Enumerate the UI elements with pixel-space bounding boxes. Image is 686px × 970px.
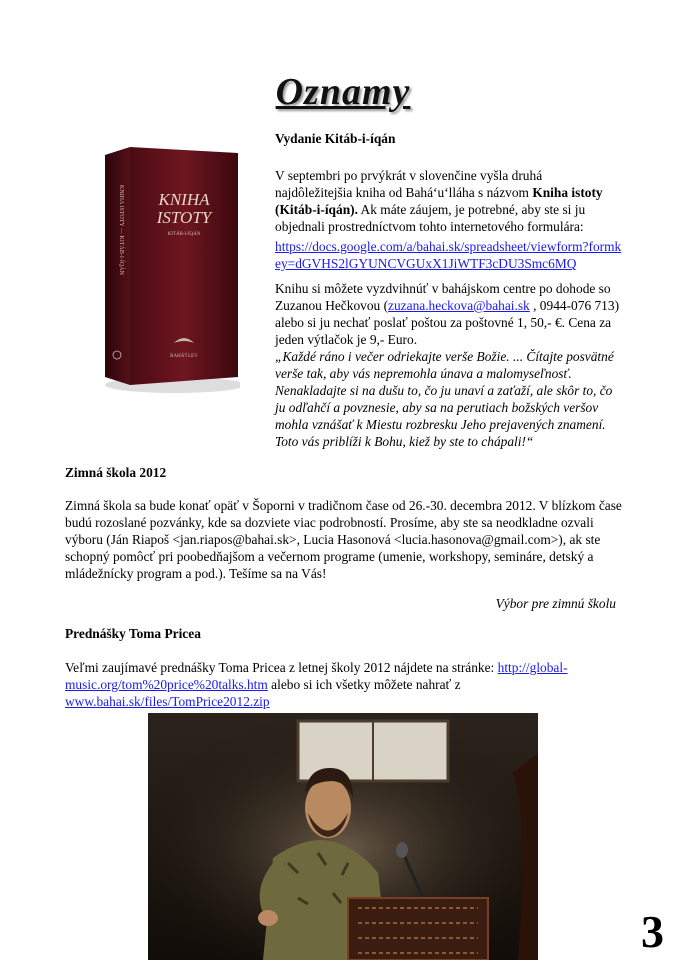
text: , 0944-076 713) alebo si ju nechať poslať poštou za poštovné 1, 50,- €. Cena za jeden výtlačok je 9,- Euro. (275, 298, 620, 347)
paragraph-tom-price (65, 659, 610, 710)
book-spine-text: KNIHA ISTOTY — KITÁB-I-ÍQÁN (118, 185, 124, 275)
page-title: Oznamy (275, 71, 411, 113)
text: Ak máte záujem, je potrebné, aby ste si ju objednali prostredníctvom tohto internetového formulára: (275, 202, 586, 234)
page-number: 3 (641, 906, 664, 957)
email-link[interactable]: zuzana.heckova@bahai.sk (388, 298, 530, 313)
order-form-link-wrap (275, 238, 625, 272)
text: Knihu si môžete vyzdvihnúť v bahájskom centre po dohode so Zuzanou Hečkovou ( (275, 281, 611, 313)
zip-link[interactable]: www.bahai.sk/files/TomPrice2012.zip (65, 694, 270, 709)
book-title-line1: KNIHA (158, 190, 210, 209)
section-heading-winter-school: Zimná škola 2012 (65, 465, 167, 480)
section-heading-kitab: Vydanie Kitáb-i-íqán (275, 131, 396, 146)
text: Veľmi zaujímavé prednášky Toma Pricea z letnej školy 2012 nájdete na stránke: (65, 660, 498, 675)
paragraph-pickup (275, 280, 620, 348)
text-bold: Kniha istoty (Kitáb-i-íqán). (275, 185, 603, 217)
book-cover-image (100, 145, 240, 395)
text: V septembri po prvýkrát v slovenčine vyšla druhá najdôležitejšia kniha od Baháʻuʻlláha s názvom (275, 168, 543, 200)
text: alebo si ich všetky môžete nahrať z (267, 677, 461, 692)
paragraph-winter-school: Zimná škola sa bude konať opäť v Šoporni v tradičnom čase od 26.-30. decembra 2012. V blízkom čase budú rozoslané pozvánky, kde sa dozviete viac podrobností. Prosíme, aby ste sa neodkladne ozvali výboru (Ján Riapoš <jan.riapos@bahai.sk>, Lucia Hasonová <lucia.hasonova@gmail.com>), ak ste schopný pomôcť pri poobedňajšom a večernom programe (umenie, workshopy, semináre, detský a mládežnícky program a pod.). Tešíme sa na Vás! (65, 498, 622, 581)
book-title-line2: ISTOTY (156, 208, 212, 227)
book-subtitle: KITÁB-I-ÍQÁN (167, 232, 201, 237)
paragraph-kitab-intro (275, 167, 620, 235)
book-publisher: BAHÁ'Í LEV (170, 354, 198, 359)
section-heading-tom-price: Prednášky Toma Pricea (65, 626, 201, 641)
speaker-photo (148, 713, 538, 960)
signature: Výbor pre zimnú školu (495, 596, 616, 611)
talks-link[interactable]: http://global-music.org/tom%20price%20talks.htm (65, 660, 568, 692)
order-form-link[interactable]: https://docs.google.com/a/bahai.sk/spreadsheet/viewform?formkey=dGVHS2lGYUNCVGUxX1JiWTF3cDU3Smc6MQ (275, 239, 622, 271)
quote-block: „Každé ráno i večer odriekajte verše Božie. ... Čítajte posvätné verše tak, aby vás nepremohla únava a malomyseľnosť. Nenakladajte si na dušu to, čo ju unaví a zaťaží, ale skôr to, čo ju odľahčí a povznesie, aby sa na perutiach božských veršov mohla vznášať k Miestu rozbresku Jeho prejavených znamení. Toto vás priblíži k Bohu, kiež by ste to chápali!“ (275, 349, 614, 449)
